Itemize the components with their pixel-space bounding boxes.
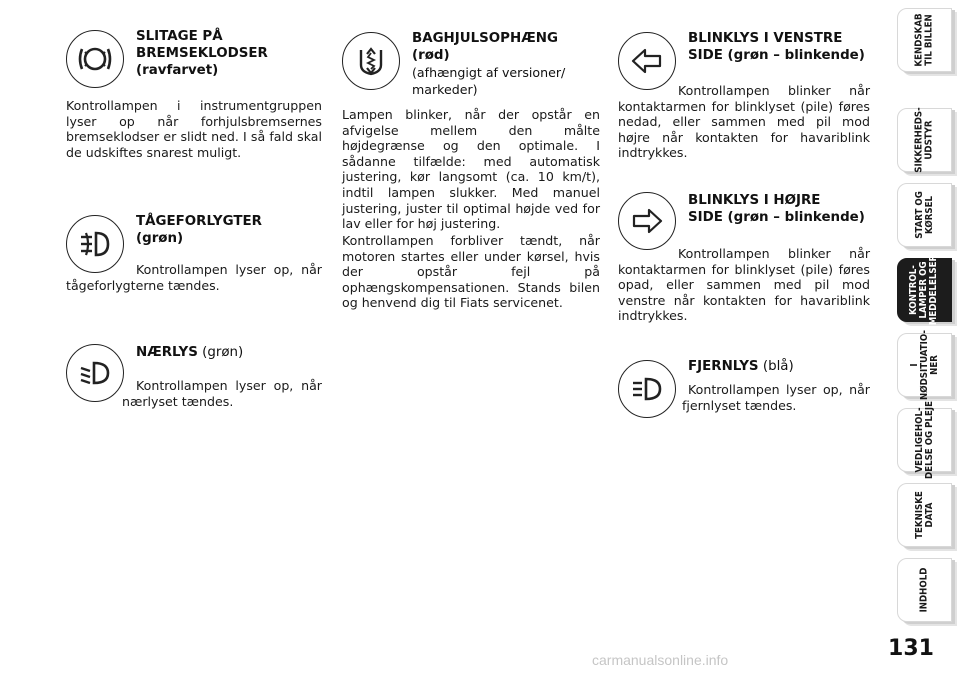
brake-pads-body: Kontrollampen i instrumentgruppen lyser op når forhjulsbremsernes bremseklodser er slidt ned. I så fald skal de udskiftes snarest muligt. (66, 98, 322, 160)
low-beam-title-sub: (grøn) (197, 345, 244, 360)
brake-pads-title (136, 28, 268, 79)
left-indicator-title-line1: BLINKLYS I VENSTRE (688, 31, 843, 46)
rear-suspension-title-line4: markeder) (412, 82, 478, 97)
right-indicator-title-line2: SIDE (grøn – blinkende) (688, 210, 865, 225)
brake-pad-icon (66, 30, 124, 88)
tab-start-og-koersel-label: START OG KØRSEL (913, 191, 935, 239)
left-indicator-body: Kontrollampen blinker når kontaktarmen for blinklyset (pile) føres nedad, eller sammen med pil mod højre når kontakten for havariblink indtrykkes. (618, 83, 870, 161)
fog-lights-title (136, 213, 262, 247)
tab-sikkerhedsudstyr[interactable] (897, 108, 952, 172)
suspension-icon (342, 32, 400, 90)
right-arrow-icon (618, 192, 676, 250)
rear-suspension-body-1: Lampen blinker, når der opstår en afvigelse mellem den målte højdegrænse og den optimale. I sådanne tilfælde: med automatisk justering, kør langsomt (ca. 10 km/t), indtil lampen slukker. Med manuel justering, juster til optimal højde ved for lav eller for høj justering. (342, 107, 600, 232)
section-tabs (893, 0, 960, 677)
tab-kontrollamper-label: KONTROL- LAMPER OG MEDDELELSER (908, 254, 940, 326)
tab-vedligeholdelse[interactable] (897, 401, 952, 479)
right-indicator-title (688, 192, 865, 226)
rear-suspension-body-2: Kontrollampen forbliver tændt, når motoren startes eller under kørsel, hvis der opstår fejl på ophængskompensationen. Stands bilen og henvend dig til Fiats servicenet. (342, 233, 600, 311)
brake-pads-title-line1: SLITAGE PÅ (136, 29, 223, 44)
high-beam-title-sub: (blå) (758, 359, 794, 374)
left-indicator-title-line2: SIDE (grøn – blinkende) (688, 48, 865, 63)
low-beam-icon (66, 344, 124, 402)
fog-lights-title-line1: TÅGEFORLYGTER (136, 214, 262, 229)
high-beam-icon (618, 360, 676, 418)
tab-kendskab[interactable] (897, 8, 952, 72)
tab-noedsituationer[interactable] (897, 330, 952, 400)
right-indicator-body: Kontrollampen blinker når kontaktarmen for blinklyset (pile) føres opad, eller sammen med pil mod venstre når kontakten for havariblink indtrykkes. (618, 246, 870, 324)
high-beam-body: Kontrollampen lyser op, når fjernlyset tændes. (682, 382, 870, 413)
tab-tekniske-data[interactable] (897, 483, 952, 547)
fog-lights-body: Kontrollampen lyser op, når tågeforlygterne tændes. (66, 262, 322, 293)
left-arrow-icon (618, 32, 676, 90)
tab-start-og-koersel[interactable] (897, 183, 952, 247)
low-beam-body: Kontrollampen lyser op, når nærlyset tændes. (122, 378, 322, 409)
rear-suspension-title-line1: BAGHJULSOPHÆNG (412, 31, 558, 46)
tab-indhold[interactable] (897, 558, 952, 622)
tab-kontrollamper[interactable] (897, 254, 952, 326)
fog-lights-title-line2: (grøn) (136, 231, 184, 246)
high-beam-title (688, 358, 794, 375)
rear-suspension-title-line3: (afhængigt af versioner/ (412, 65, 566, 80)
tab-noedsituationer-label: I NØDSITUATIO- NER (908, 330, 940, 400)
page-number: 131 (888, 636, 934, 661)
low-beam-title (136, 344, 243, 361)
left-indicator-title (688, 30, 865, 64)
tab-kendskab-label: KENDSKAB TIL BILLEN (913, 13, 935, 67)
low-beam-title-main: NÆRLYS (136, 345, 198, 360)
brake-pads-title-line2: BREMSEKLODSER (136, 46, 268, 61)
tab-indhold-label: INDHOLD (918, 567, 930, 613)
high-beam-title-main: FJERNLYS (688, 359, 759, 374)
tab-tekniske-data-label: TEKNISKE DATA (913, 491, 935, 539)
watermark: carmanualsonline.info (592, 652, 729, 668)
brake-pads-title-line3: (ravfarvet) (136, 63, 219, 78)
rear-suspension-title-line2: (rød) (412, 48, 450, 63)
tab-sikkerhedsudstyr-label: SIKKERHEDS- UDSTYR (913, 107, 935, 173)
right-indicator-title-line1: BLINKLYS I HØJRE (688, 193, 821, 208)
rear-suspension-title (412, 30, 565, 98)
tab-vedligeholdelse-label: VEDLIGEHOL- DELSE OG PLEJE (913, 401, 935, 479)
